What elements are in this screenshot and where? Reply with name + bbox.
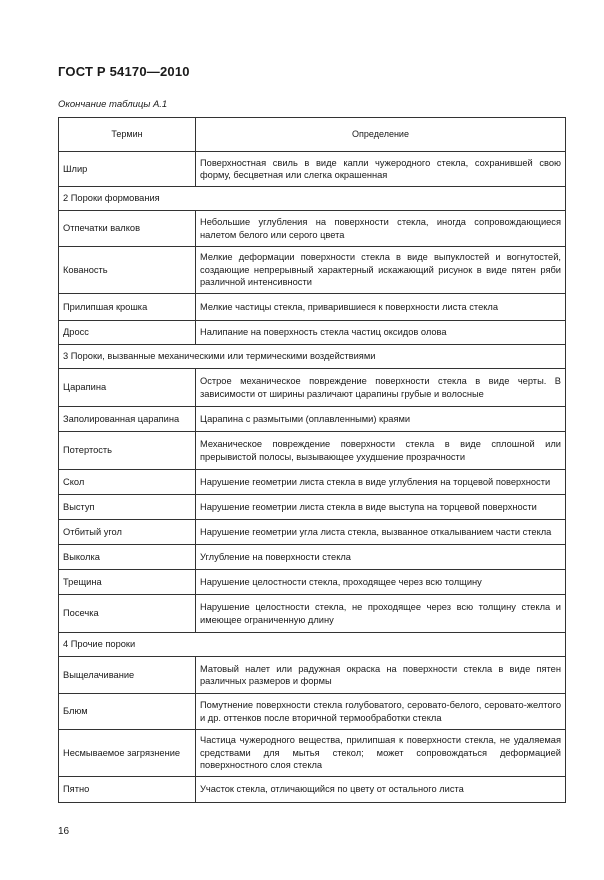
term-cell: Посечка — [59, 595, 196, 633]
table-header-row — [59, 118, 566, 152]
document-number: ГОСТ Р 54170—2010 — [58, 64, 190, 79]
definition-cell: Поверхностная свиль в виде капли чужеродного стекла, сохранившей свою форму, бесцветная или слегка окрашенная — [196, 152, 566, 187]
definition-cell: Матовый налет или радужная окраска на поверхности стекла в виде пятен различных размеров и формы — [196, 657, 566, 694]
term-cell: Кованость — [59, 247, 196, 294]
definition-cell: Участок стекла, отличающийся по цвету от остального листа — [196, 777, 566, 803]
definition-cell: Нарушение геометрии листа стекла в виде выступа на торцевой поверхности — [196, 495, 566, 520]
page-number: 16 — [58, 826, 70, 837]
definition-cell: Налипание на поверхность стекла частиц оксидов олова — [196, 321, 566, 345]
term-cell: Скол — [59, 470, 196, 495]
table-row — [59, 595, 566, 633]
term-cell: Отбитый угол — [59, 520, 196, 545]
definition-cell: Механическое повреждение поверхности стекла в виде сплошной или прерывистой полосы, вызывающее ухудшение прозрачности — [196, 432, 566, 470]
term-cell: Несмываемое загрязнение — [59, 730, 196, 777]
term-cell: Пятно — [59, 777, 196, 803]
table-row — [59, 407, 566, 432]
term-cell: Блюм — [59, 694, 196, 730]
term-cell: Трещина — [59, 570, 196, 595]
defects-table — [58, 117, 566, 803]
section-heading: 3 Пороки, вызванные механическими или термическими воздействиями — [59, 345, 566, 369]
table-row — [59, 495, 566, 520]
table-row — [59, 247, 566, 294]
table-row — [59, 545, 566, 570]
table-row — [59, 294, 566, 321]
table-row — [59, 570, 566, 595]
definition-cell: Нарушение геометрии угла листа стекла, вызванное откалыванием части стекла — [196, 520, 566, 545]
term-cell: Отпечатки валков — [59, 211, 196, 247]
definition-cell: Мелкие деформации поверхности стекла в виде выпуклостей и вогнутостей, создающие непрерывный характерный искажающий рисунок в виде пятен ряби различной интенсивности — [196, 247, 566, 294]
term-cell: Дросс — [59, 321, 196, 345]
term-cell: Выщелачивание — [59, 657, 196, 694]
table-row — [59, 211, 566, 247]
table-row — [59, 369, 566, 407]
term-cell: Прилипшая крошка — [59, 294, 196, 321]
section-heading: 4 Прочие пороки — [59, 633, 566, 657]
table-row — [59, 520, 566, 545]
term-cell: Шлир — [59, 152, 196, 187]
column-header-term: Термин — [59, 118, 196, 152]
table-caption: Окончание таблицы А.1 — [58, 99, 168, 110]
term-cell: Заполированная царапина — [59, 407, 196, 432]
table-row — [59, 432, 566, 470]
definition-cell: Нарушение целостности стекла, проходящее через всю толщину — [196, 570, 566, 595]
term-cell: Выколка — [59, 545, 196, 570]
table-row — [59, 152, 566, 187]
table-row — [59, 777, 566, 803]
section-heading: 2 Пороки формования — [59, 187, 566, 211]
term-cell: Выступ — [59, 495, 196, 520]
term-cell: Царапина — [59, 369, 196, 407]
section-row — [59, 633, 566, 657]
definition-cell: Нарушение целостности стекла, не проходящее через всю толщину стекла и имеющее ограниченную длину — [196, 595, 566, 633]
definition-cell: Острое механическое повреждение поверхности стекла в виде черты. В зависимости от ширины различают царапины грубые и волосные — [196, 369, 566, 407]
definition-cell: Царапина с размытыми (оплавленными) краями — [196, 407, 566, 432]
table-row — [59, 730, 566, 777]
definition-cell: Помутнение поверхности стекла голубоватого, серовато-белого, серовато-желтого и др. оттенков после вторичной термообработки стекла — [196, 694, 566, 730]
definition-cell: Небольшие углубления на поверхности стекла, иногда сопровождающиеся налетом белого или серого цвета — [196, 211, 566, 247]
section-row — [59, 345, 566, 369]
definition-cell: Частица чужеродного вещества, прилипшая к поверхности стекла, не удаляемая средствами для мытья стекол; может сопровождаться деформацией поверхностного слоя стекла — [196, 730, 566, 777]
definition-cell: Углубление на поверхности стекла — [196, 545, 566, 570]
definition-cell: Мелкие частицы стекла, приварившиеся к поверхности листа стекла — [196, 294, 566, 321]
table-row — [59, 321, 566, 345]
term-cell: Потертость — [59, 432, 196, 470]
definition-cell: Нарушение геометрии листа стекла в виде углубления на торцевой поверхности — [196, 470, 566, 495]
section-row — [59, 187, 566, 211]
table-row — [59, 694, 566, 730]
column-header-definition: Определение — [196, 118, 566, 152]
table-row — [59, 657, 566, 694]
table-row — [59, 470, 566, 495]
